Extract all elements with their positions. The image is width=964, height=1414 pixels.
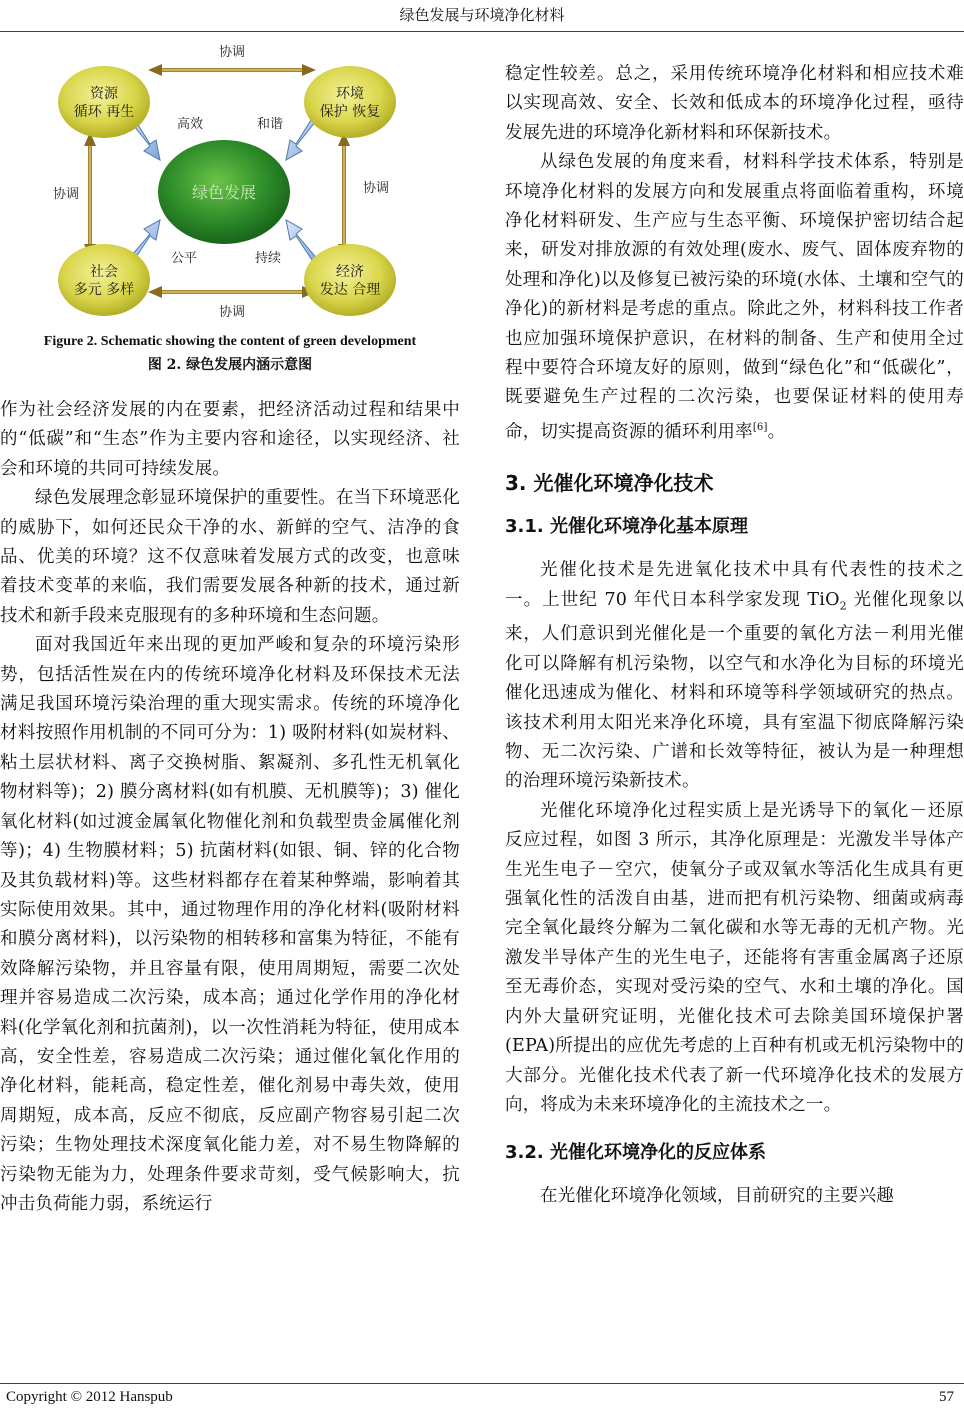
- arrow-right: [338, 132, 350, 258]
- node-environment-sub: 保护 恢复: [319, 104, 381, 120]
- link-label-br: 持续: [254, 251, 282, 266]
- node-economy: [304, 244, 396, 316]
- right-paragraph-3-a: 光催化技术是先进氧化技术中具有代表性的技术之一。上世纪 70 年代日本科学家发现 TiO: [505, 560, 964, 610]
- arrow-bottom: [148, 286, 316, 298]
- section-3-2-heading: 3.2. 光催化环境净化的反应体系: [505, 1142, 766, 1164]
- node-green-development-label: 绿色发展: [191, 183, 257, 202]
- node-resources-title: 资源: [90, 86, 118, 102]
- right-paragraph-1: 稳定性较差。总之，采用传统环境净化材料和相应技术难以实现高效、安全、长效和低成本的环境净化过程，亟待发展先进的环境净化新材料和环保新技术。: [505, 64, 964, 143]
- link-label-left: 协调: [52, 187, 80, 202]
- left-paragraph-2: 绿色发展理念彰显环境保护的重要性。在当下环境恶化的威胁下，如何还民众干净的水、新鲜的空气、洁净的食品、优美的环境？这不仅意味着发展方式的改变，也意味着技术变革的来临，我们需要发展各种新的技术，通过新技术和新手段来克服现有的多种环境和生态问题。: [0, 488, 460, 626]
- figure-caption-en: Figure 2. Schematic showing the content of green development: [43, 334, 417, 349]
- link-label-bottom: 协调: [218, 305, 246, 320]
- node-resources-sub: 循环 再生: [73, 104, 135, 120]
- arrow-left: [84, 132, 96, 258]
- tio2-subscript: 2: [839, 599, 847, 613]
- link-label-top: 协调: [218, 45, 246, 60]
- citation-6[interactable]: [6]: [752, 421, 768, 433]
- node-society-sub: 多元 多样: [73, 282, 135, 298]
- figure-2-diagram: [0, 40, 460, 340]
- node-resources: [58, 66, 150, 138]
- right-paragraph-3-b: 光催化现象以来，人们意识到光催化是一个重要的氧化方法－利用光催化可以降解有机污染物，以空气和水净化为目标的环境光催化迅速成为催化、材料和环境等科学领域研究的热点。该技术利用太阳光来净化环境，具有室温下彻底降解污染物、无二次污染、广谱和长效等特征，被认为是一种理想的治理环境污染新技术。: [505, 589, 964, 792]
- section-3-heading: 3. 光催化环境净化技术: [505, 471, 714, 496]
- footer-page-number: 57: [939, 1389, 954, 1405]
- running-header: 绿色发展与环境净化材料: [0, 4, 964, 32]
- section-3-1-heading: 3.1. 光催化环境净化基本原理: [505, 516, 748, 538]
- footer-rule: [0, 1383, 964, 1384]
- footer-copyright: Copyright © 2012 Hanspub: [6, 1389, 173, 1405]
- node-environment: [304, 66, 396, 138]
- node-society-title: 社会: [90, 264, 118, 280]
- link-label-tl: 高效: [176, 117, 204, 132]
- right-paragraph-2: [505, 148, 964, 447]
- node-economy-sub: 发达 合理: [319, 282, 381, 298]
- node-environment-title: 环境: [336, 86, 364, 102]
- left-column: [0, 396, 460, 1219]
- node-economy-title: 经济: [336, 264, 364, 280]
- green-development-diagram: [0, 40, 460, 340]
- left-paragraph-3: 面对我国近年来出现的更加严峻和复杂的环境污染形势，包括活性炭在内的传统环境净化材料及环保技术无法满足我国环境污染治理的重大现实需求。传统的环境净化材料按照作用机制的不同可分为：1) 吸附材料(如炭材料、粘土层状材料、离子交换树脂、絮凝剂、多孔性无机氧化物材料等)；2) 膜分离材料(如有机膜、无机膜等)；3) 催化氧化材料(如过渡金属氧化物催化剂和负载型贵金属催化剂等)；4) 生物膜材料；5) 抗菌材料(如银、铜、锌的化合物及其负载材料)等。这些材料都存在着某种弊端，影响着其实际使用效果。其中，通过物理作用的净化材料(吸附材料和膜分离材料)，以污染物的相转移和富集为特征，不能有效降解污染物，并且容量有限，使用周期短，需要二次处理并容易造成二次污染，成本高；通过化学作用的净化材料(化学氧化剂和抗菌剂)，以一次性消耗为特征，使用成本高，安全性差，容易造成二次污染；通过催化氧化作用的净化材料，能耗高，稳定性差，催化剂易中毒失效，使用周期短，成本高，反应不彻底，反应副产物容易引起二次污染；生物处理技术深度氧化能力差，对不易生物降解的污染物无能为力，处理条件要求苛刻，受气候影响大，抗冲击负荷能力弱，系统运行: [0, 635, 460, 1214]
- right-paragraph-2-text: 从绿色发展的角度来看，材料科学技术体系，特别是环境净化材料的发展方向和发展重点将面临着重构，环境净化材料研发、生产应与生态平衡、环境保护密切结合起来，研发对排放源的有效处理(废水、废气、固体废弃物的处理和净化)以及修复已被污染的环境(水体、土壤和空气的净化)的新材料是考虑的重点。除此之外，材料科技工作者也应加强环境保护意识，在材料的制备、生产和使用全过程中要符合环境友好的原则，做到“绿色化”和“低碳化”，既要避免生产过程的二次污染，也要保证材料的使用寿命，切实提高资源的循环利用率: [505, 152, 964, 442]
- right-paragraph-2-end: 。: [767, 421, 786, 442]
- arrow-top: [148, 64, 316, 76]
- link-label-right: 协调: [362, 181, 390, 196]
- left-paragraph-1: 作为社会经济发展的内在要素，把经济活动过程和结果中的“低碳”和“生态”作为主要内容和途径，以实现经济、社会和环境的共同可持续发展。: [0, 400, 460, 479]
- figure-caption-zh: 图 2. 绿色发展内涵示意图: [147, 357, 313, 373]
- right-paragraph-5: 在光催化环境净化领域，目前研究的主要兴趣: [540, 1186, 894, 1207]
- link-label-tr: 和谐: [256, 117, 284, 132]
- right-paragraph-3: [505, 556, 964, 797]
- link-label-bl: 公平: [170, 251, 198, 266]
- right-paragraph-4: 光催化环境净化过程实质上是光诱导下的氧化－还原反应过程，如图 3 所示，其净化原理是：光激发半导体产生光生电子－空穴，使氧分子或双氧水等活化生成具有更强氧化性的活泼自由基，进而把有机污染物、细菌或病毒完全氧化最终分解为二氧化碳和水等无毒的无机产物。光激发半导体产生的光生电子，还能将有害重金属离子还原至无毒价态，实现对受污染的空气、水和土壤的净化。国内外大量研究证明，光催化技术可去除美国环境保护署(EPA)所提出的应优先考虑的上百种有机或无机污染物中的大部分。光催化技术代表了新一代环境净化技术的发展方向，将成为未来环境净化的主流技术之一。: [505, 800, 964, 1115]
- right-column: [505, 60, 964, 1212]
- node-society: [58, 244, 150, 316]
